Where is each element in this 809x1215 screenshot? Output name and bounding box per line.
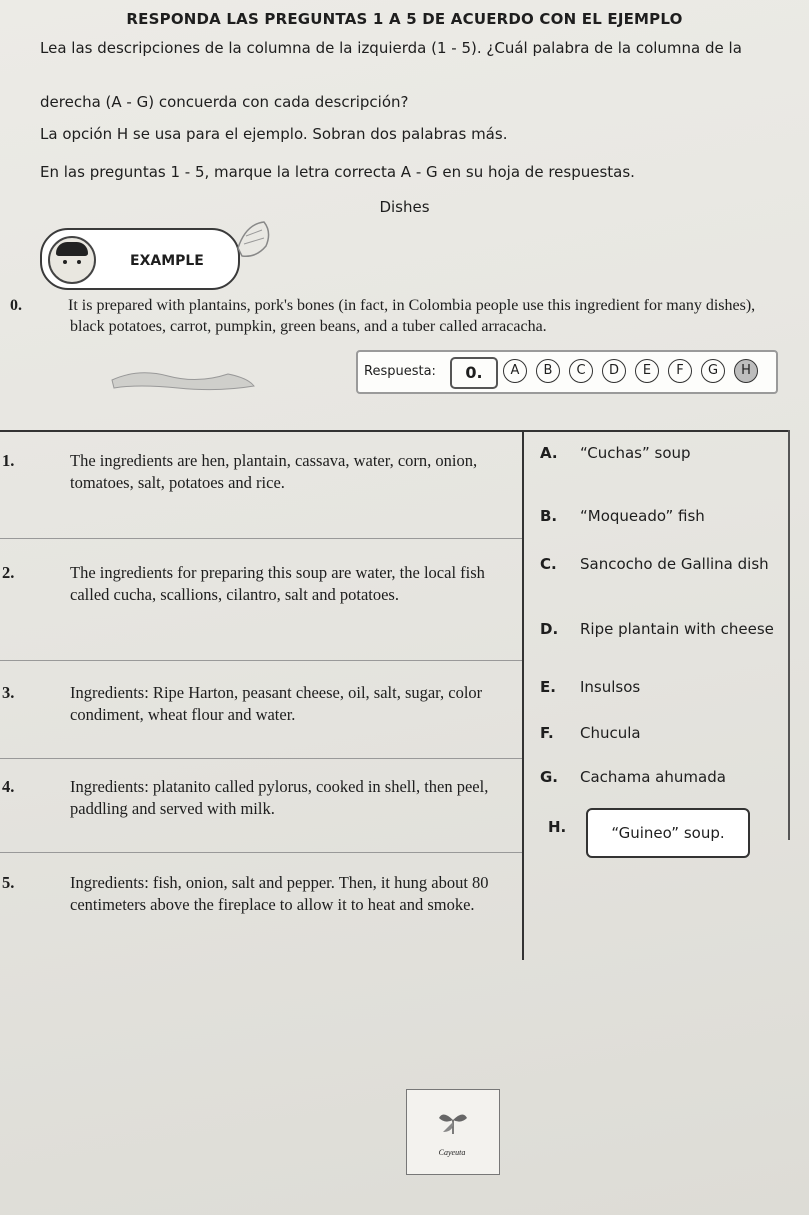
stamp-mark (108, 366, 258, 394)
example-label: EXAMPLE (130, 253, 204, 269)
question-text: The ingredients for preparing this soup are water, the local fish called cucha, scallions, cilantro, salt and potatoes. (70, 563, 485, 604)
question-text: Ingredients: fish, onion, salt and pepper. Then, it hung about 80 centimeters above the fireplace to allow it to heat and smoke. (70, 873, 489, 914)
answer-bubble-a[interactable]: A (503, 359, 527, 383)
example-number: 0. (10, 297, 22, 314)
question-4 (2, 776, 506, 820)
answer-bubble-h-selected[interactable]: H (734, 359, 758, 383)
option-g (540, 768, 726, 786)
answer-question-number: 0. (450, 357, 498, 389)
option-text: “Cuchas” soup (580, 444, 691, 462)
option-d (540, 620, 774, 638)
option-c (540, 555, 769, 573)
question-number: 2. (2, 563, 15, 582)
option-text: Ripe plantain with cheese (580, 620, 774, 638)
instruction-line-1: Lea las descripciones de la columna de la izquierda (1 - 5). ¿Cuál palabra de la columna de la (40, 39, 742, 57)
example-text: It is prepared with plantains, pork's bones (in fact, in Colombia people use this ingredient for many dishes), black potatoes, carrot, pumpkin, green beans, and a tuber called arracacha. (68, 297, 756, 335)
row-divider (0, 538, 522, 539)
child-face-icon (48, 236, 96, 284)
option-letter: E. (540, 678, 556, 696)
row-divider (0, 660, 522, 661)
question-1 (2, 450, 506, 494)
option-b (540, 507, 705, 525)
option-e (540, 678, 640, 696)
option-a (540, 444, 691, 462)
question-3 (2, 682, 506, 726)
sketch-icon (234, 218, 274, 262)
question-text: The ingredients are hen, plantain, cassava, water, corn, onion, tomatoes, salt, potatoes and rice. (70, 451, 478, 492)
question-number: 1. (2, 451, 15, 470)
option-letter: D. (540, 620, 559, 638)
table-top-border (0, 430, 790, 432)
option-letter: A. (540, 444, 558, 462)
option-letter: C. (540, 555, 557, 573)
logo-box (406, 1089, 500, 1175)
instruction-line-2: derecha (A - G) concuerda con cada descripción? (40, 93, 409, 111)
answer-label: Respuesta: (364, 364, 436, 379)
table-column-divider (522, 432, 524, 960)
page-heading: RESPONDA LAS PREGUNTAS 1 A 5 DE ACUERDO CON EL EJEMPLO (126, 10, 683, 28)
option-text: Chucula (580, 724, 641, 742)
table-right-border (788, 430, 790, 840)
question-text: Ingredients: platanito called pylorus, cooked in shell, then peel, paddling and served with milk. (70, 777, 489, 818)
answer-bubble-d[interactable]: D (602, 359, 626, 383)
question-number: 5. (2, 873, 15, 892)
instruction-line-4: En las preguntas 1 - 5, marque la letra correcta A - G en su hoja de respuestas. (40, 163, 635, 181)
option-f (540, 724, 641, 742)
answer-bubble-f[interactable]: F (668, 359, 692, 383)
question-text: Ingredients: Ripe Harton, peasant cheese, oil, salt, sugar, color condiment, wheat flour and water. (70, 683, 483, 724)
question-number: 4. (2, 777, 15, 796)
logo-caption: Cayeuta (438, 1148, 466, 1157)
option-text: Cachama ahumada (580, 768, 726, 786)
answer-bubble-e[interactable]: E (635, 359, 659, 383)
option-letter: G. (540, 768, 559, 786)
question-2 (2, 562, 506, 606)
answer-sheet (356, 350, 778, 394)
row-divider (0, 758, 522, 759)
instruction-line-3: La opción H se usa para el ejemplo. Sobran dos palabras más. (40, 125, 508, 143)
row-divider (0, 852, 522, 853)
option-letter: F. (540, 724, 554, 742)
answer-bubble-c[interactable]: C (569, 359, 593, 383)
option-letter: B. (540, 507, 558, 525)
question-5 (2, 872, 506, 916)
section-title: Dishes (379, 198, 430, 216)
option-text: Sancocho de Gallina dish (580, 555, 769, 573)
answer-bubble-g[interactable]: G (701, 359, 725, 383)
flower-logo-icon (435, 1108, 471, 1138)
option-text: “Moqueado” fish (580, 507, 705, 525)
option-h-letter: H. (548, 818, 567, 836)
option-h-box: “Guineo” soup. (586, 808, 750, 858)
option-text: Insulsos (580, 678, 641, 696)
example-question (10, 295, 780, 337)
question-number: 3. (2, 683, 15, 702)
answer-bubble-b[interactable]: B (536, 359, 560, 383)
